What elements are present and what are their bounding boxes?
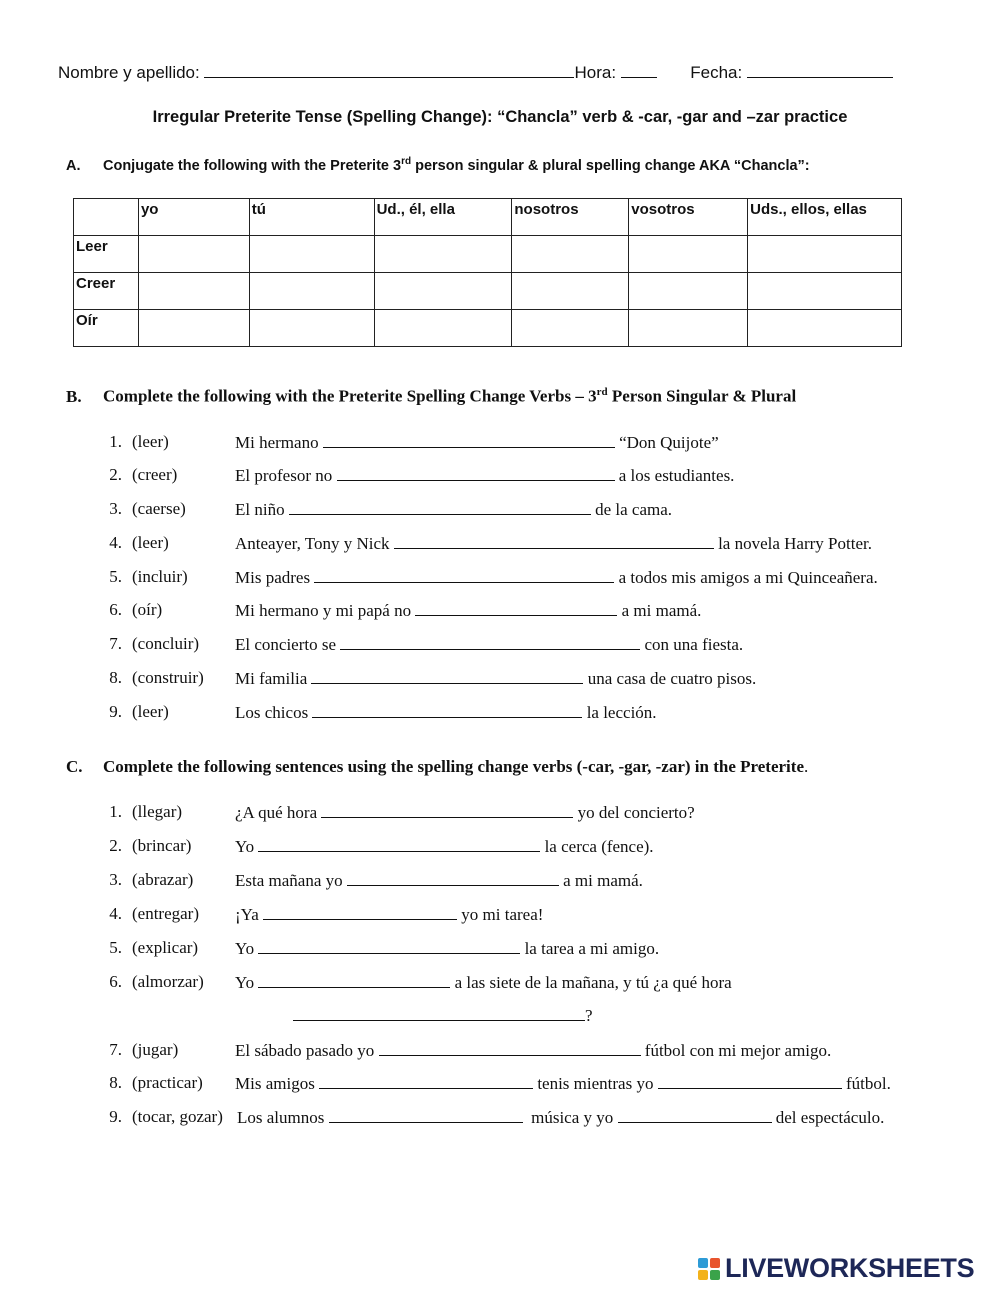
logo-text: LIVEWORKSHEETS: [725, 1253, 975, 1283]
answer-blank[interactable]: [329, 1105, 523, 1123]
conjugation-table: [73, 198, 902, 347]
student-info-line: [58, 60, 893, 83]
answer-blank[interactable]: [321, 800, 573, 818]
sentence-end: ?: [585, 1006, 593, 1025]
answer-cell[interactable]: [249, 236, 374, 273]
liveworksheets-logo[interactable]: [697, 1253, 974, 1283]
item-verb: (practicar): [132, 1073, 203, 1092]
answer-blank[interactable]: [618, 1105, 772, 1123]
sentence-start: Yo: [235, 837, 255, 856]
table-header-cell: Ud., él, ella: [374, 199, 512, 236]
answer-cell[interactable]: [138, 310, 249, 347]
item-verb: (almorzar): [132, 972, 204, 991]
section-c-period: .: [803, 757, 809, 776]
item-number: 3.: [109, 870, 122, 889]
section-a-text: Conjugate the following with the Preterite 3: [103, 157, 402, 174]
answer-blank[interactable]: [319, 1071, 533, 1089]
sentence-end: a todos mis amigos a mi Quinceañera.: [618, 568, 878, 587]
item-number: 7.: [109, 1040, 122, 1059]
item-number: 9.: [109, 1107, 122, 1126]
sentence-start: El sábado pasado yo: [235, 1041, 375, 1060]
sentence-end: a mi mamá.: [621, 601, 702, 620]
item-verb: (caerse): [132, 499, 186, 518]
sentence-end: del espectáculo.: [775, 1108, 885, 1127]
answer-blank[interactable]: [258, 834, 540, 852]
item-number: 5.: [109, 567, 122, 586]
table-header-cell: [74, 199, 139, 236]
item-verb: (incluir): [132, 567, 188, 586]
answer-blank[interactable]: [323, 430, 615, 448]
sentence-start: ¿A qué hora: [235, 803, 318, 822]
item-number: 4.: [109, 533, 122, 552]
hour-field[interactable]: [621, 60, 657, 78]
sentence-start: El niño: [235, 500, 285, 519]
table-header-cell: yo: [138, 199, 249, 236]
answer-blank[interactable]: [289, 497, 591, 515]
answer-blank[interactable]: [293, 1003, 585, 1021]
section-a-letter: A.: [66, 157, 81, 174]
sentence-end: yo del concierto?: [577, 803, 695, 822]
item-verb: (abrazar): [132, 870, 194, 889]
sentence-end: la tarea a mi amigo.: [524, 939, 660, 958]
answer-cell[interactable]: [629, 310, 748, 347]
item-number: 6.: [109, 972, 122, 991]
section-b-sup: rd: [596, 386, 608, 398]
sentence-start: Mis padres: [235, 568, 311, 587]
answer-cell[interactable]: [512, 236, 629, 273]
table-header-cell: nosotros: [512, 199, 629, 236]
item-verb: (leer): [132, 533, 169, 552]
sentence-end: la novela Harry Potter.: [718, 534, 872, 553]
date-field[interactable]: [747, 60, 893, 78]
table-header-row: [74, 199, 902, 236]
table-row: [74, 310, 902, 347]
answer-cell[interactable]: [748, 236, 902, 273]
item-number: 8.: [109, 668, 122, 687]
item-verb: (oír): [132, 600, 163, 619]
answer-blank[interactable]: [263, 902, 457, 920]
table-header-cell: Uds., ellos, ellas: [748, 199, 902, 236]
sentence-end: fútbol con mi mejor amigo.: [644, 1041, 832, 1060]
sentence-start: Los chicos: [235, 703, 309, 722]
section-c-letter: C.: [66, 757, 83, 776]
section-a-sup: rd: [401, 156, 412, 167]
section-b-text: Complete the following with the Preterite Spelling Change Verbs – 3: [103, 386, 597, 406]
answer-cell[interactable]: [512, 310, 629, 347]
section-a-instruction: [66, 156, 810, 174]
item-number: 2.: [109, 836, 122, 855]
sentence-start: Mi hermano: [235, 433, 319, 452]
sentence-end: una casa de cuatro pisos.: [587, 669, 757, 688]
item-number: 2.: [109, 465, 122, 484]
liveworksheets-logo-icon: [697, 1257, 721, 1281]
answer-blank[interactable]: [347, 868, 559, 886]
section-c-instruction: [66, 757, 808, 777]
item-verb: (creer): [132, 465, 178, 484]
worksheet-title: Irregular Preterite Tense (Spelling Change): “Chancla” verb & -car, -gar and –zar practice: [152, 108, 848, 126]
table-header-cell: tú: [249, 199, 374, 236]
answer-cell[interactable]: [374, 273, 512, 310]
sentence-start: Anteayer, Tony y Nick: [235, 534, 390, 553]
item-number: 4.: [109, 904, 122, 923]
sentence-start: Yo: [235, 939, 255, 958]
item-number: 1.: [109, 802, 122, 821]
item-number: 8.: [109, 1073, 122, 1092]
section-a-text-end: person singular & plural spelling change AKA “Chancla”:: [411, 157, 810, 174]
answer-blank[interactable]: [340, 632, 640, 650]
item-verb: (explicar): [132, 938, 199, 957]
item-number: 7.: [109, 634, 122, 653]
row-label: Leer: [74, 236, 139, 273]
item-verb: (brincar): [132, 836, 192, 855]
answer-cell[interactable]: [374, 310, 512, 347]
sentence-end: con una fiesta.: [644, 635, 744, 654]
answer-blank[interactable]: [394, 531, 714, 549]
item-verb: (entregar): [132, 904, 200, 923]
item-number: 1.: [109, 432, 122, 451]
sentence-middle: tenis mientras yo: [537, 1074, 654, 1093]
item-verb: (construir): [132, 668, 204, 687]
answer-cell[interactable]: [249, 310, 374, 347]
sentence-start: Mis amigos: [235, 1074, 315, 1093]
date-label: Fecha:: [690, 63, 743, 82]
sentence-end: a los estudiantes.: [618, 466, 735, 485]
answer-blank[interactable]: [258, 936, 520, 954]
sentence-end: de la cama.: [595, 500, 673, 519]
answer-cell[interactable]: [138, 273, 249, 310]
name-label: Nombre y apellido:: [58, 63, 200, 82]
answer-blank[interactable]: [311, 666, 583, 684]
sentence-end: yo mi tarea!: [461, 905, 544, 924]
section-c-text: Complete the following sentences using the spelling change verbs (-car, -gar, -zar) in the Preterite: [103, 757, 804, 776]
answer-cell[interactable]: [748, 273, 902, 310]
sentence-end: fútbol.: [845, 1074, 891, 1093]
item-verb: (tocar, gozar): [132, 1107, 223, 1126]
item-verb: (llegar): [132, 802, 183, 821]
sentence-end: a las siete de la mañana, y tú ¿a qué hora: [454, 973, 732, 992]
answer-cell[interactable]: [629, 236, 748, 273]
item-number: 6.: [109, 600, 122, 619]
answer-cell[interactable]: [374, 236, 512, 273]
answer-blank[interactable]: [337, 463, 615, 481]
item-verb: (leer): [132, 702, 169, 721]
section-b-text-end: Person Singular & Plural: [607, 386, 797, 406]
sentence-start: ¡Ya: [235, 905, 259, 924]
table-header-cell: vosotros: [629, 199, 748, 236]
answer-cell[interactable]: [629, 273, 748, 310]
answer-blank[interactable]: [314, 565, 614, 583]
answer-cell[interactable]: [512, 273, 629, 310]
name-field[interactable]: [204, 60, 574, 78]
sentence-start: Mi hermano y mi papá no: [235, 601, 412, 620]
sentence-end: la cerca (fence).: [544, 837, 654, 856]
answer-cell[interactable]: [138, 236, 249, 273]
item-number: 3.: [109, 499, 122, 518]
table-row: [74, 273, 902, 310]
item-number: 9.: [109, 702, 122, 721]
sentence-start: Yo: [235, 973, 255, 992]
sentence-middle: música y yo: [531, 1108, 614, 1127]
sentence-end: la lección.: [586, 703, 657, 722]
item-verb: (jugar): [132, 1040, 179, 1059]
answer-blank[interactable]: [379, 1038, 641, 1056]
answer-cell[interactable]: [249, 273, 374, 310]
row-label: Creer: [74, 273, 139, 310]
sentence-start: El concierto se: [235, 635, 337, 654]
hour-label: Hora:: [574, 63, 617, 82]
section-b-letter: B.: [66, 386, 82, 406]
item-verb: (concluir): [132, 634, 200, 653]
sentence-end: a mi mamá.: [563, 871, 643, 890]
answer-blank[interactable]: [658, 1071, 842, 1089]
table-row: [74, 236, 902, 273]
sentence-start: Esta mañana yo: [235, 871, 343, 890]
answer-blank[interactable]: [415, 598, 617, 616]
section-b-instruction: [66, 386, 796, 407]
sentence-start: Los alumnos: [237, 1108, 325, 1127]
sentence-end: “Don Quijote”: [619, 433, 719, 452]
sentence-start: El profesor no: [235, 466, 333, 485]
answer-blank[interactable]: [312, 700, 582, 718]
sentence-start: Mi familia: [235, 669, 308, 688]
item-verb: (leer): [132, 432, 169, 451]
row-label: Oír: [74, 310, 139, 347]
item-number: 5.: [109, 938, 122, 957]
answer-blank[interactable]: [258, 970, 450, 988]
answer-cell[interactable]: [748, 310, 902, 347]
